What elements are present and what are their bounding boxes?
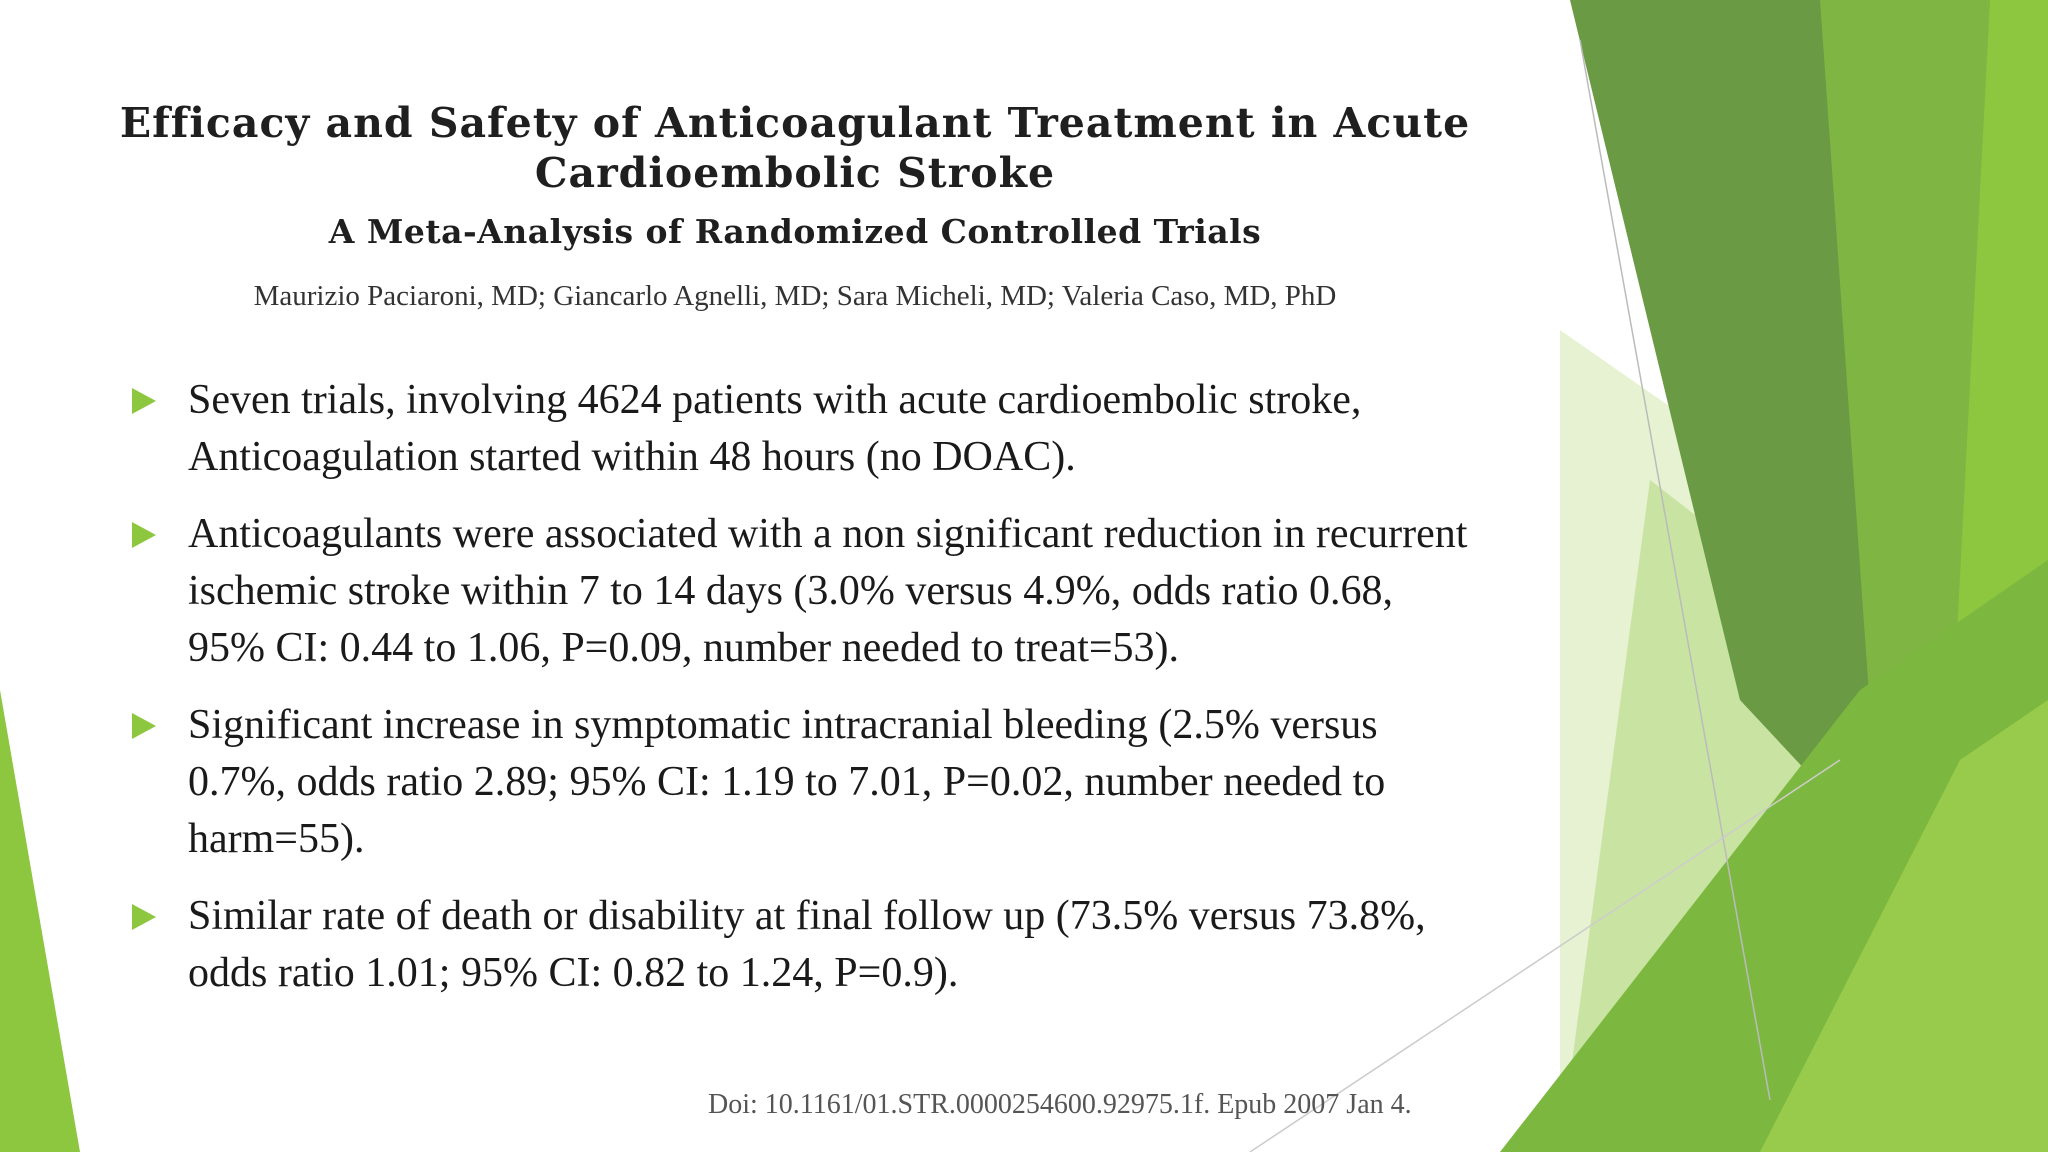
triangle-bullet-icon — [132, 522, 156, 548]
paper-title-line1: Efficacy and Safety of Anticoagulant Treatment in Acute — [119, 99, 1471, 147]
bullet-line: odds ratio 1.01; 95% CI: 0.82 to 1.24, P=0.9). — [188, 950, 959, 996]
paper-title-line2: Cardioembolic Stroke — [534, 149, 1056, 197]
triangle-bullet-icon — [132, 904, 156, 930]
bullet-item — [132, 506, 1632, 677]
bullet-line: harm=55). — [188, 816, 365, 862]
bullet-list — [132, 372, 1632, 1022]
paper-title — [110, 98, 1480, 198]
bullet-item — [132, 372, 1632, 486]
bullet-line: 0.7%, odds ratio 2.89; 95% CI: 1.19 to 7.01, P=0.02, number needed to — [188, 759, 1386, 805]
doi-citation: Doi: 10.1161/01.STR.0000254600.92975.1f. Epub 2007 Jan 4. — [708, 1089, 1412, 1120]
triangle-bullet-icon — [132, 713, 156, 739]
bullet-line: ischemic stroke within 7 to 14 days (3.0% versus 4.9%, odds ratio 0.68, — [188, 568, 1393, 614]
bullet-line: Similar rate of death or disability at final follow up (73.5% versus 73.8%, — [188, 893, 1426, 939]
left-green-wedge — [0, 690, 80, 1152]
bullet-line: Seven trials, involving 4624 patients with acute cardioembolic stroke, — [188, 377, 1362, 423]
bullet-item — [132, 888, 1632, 1002]
paper-authors: Maurizio Paciaroni, MD; Giancarlo Agnelli, MD; Sara Micheli, MD; Valeria Caso, MD, PhD — [253, 280, 1337, 312]
paper-subtitle: A Meta-Analysis of Randomized Controlled Trials — [328, 212, 1262, 251]
bullet-item — [132, 697, 1632, 868]
bullet-line: Anticoagulants were associated with a non significant reduction in recurrent — [188, 511, 1468, 557]
bullet-line: Anticoagulation started within 48 hours (no DOAC). — [188, 434, 1076, 480]
bullet-line: Significant increase in symptomatic intracranial bleeding (2.5% versus — [188, 702, 1378, 748]
bullet-line: 95% CI: 0.44 to 1.06, P=0.09, number needed to treat=53). — [188, 625, 1180, 671]
triangle-bullet-icon — [132, 388, 156, 414]
